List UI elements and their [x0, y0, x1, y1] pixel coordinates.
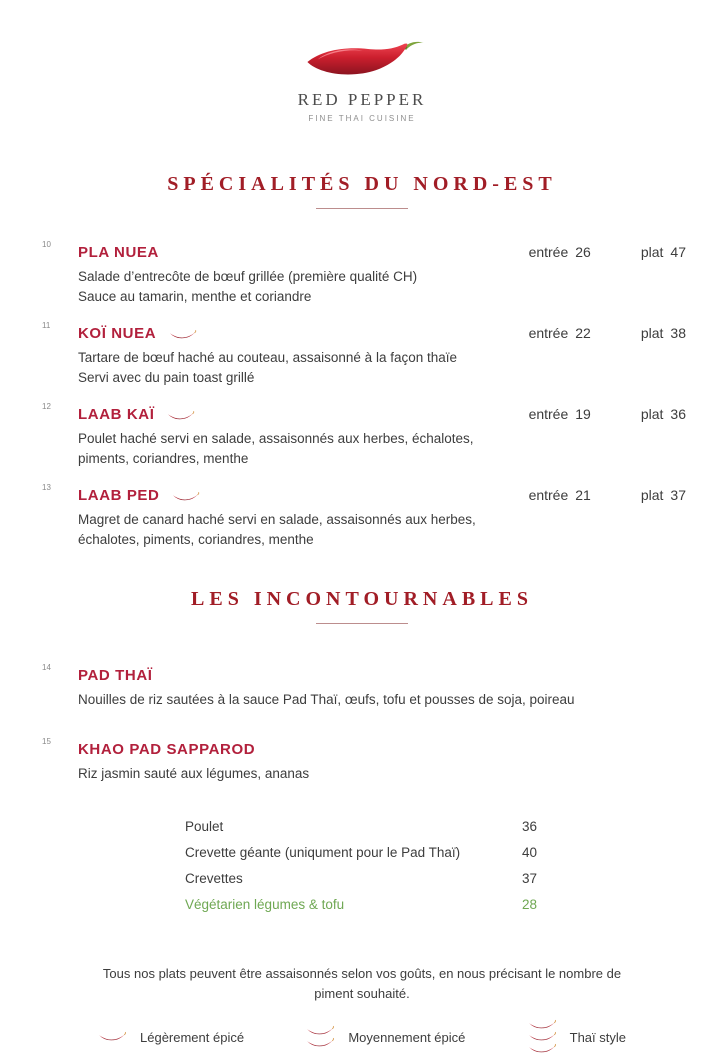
brand-tagline: FINE THAI CUISINE [308, 114, 416, 123]
dish-name: LAAB KAÏ [78, 406, 155, 423]
chili-spice-icon [169, 330, 196, 341]
protein-options-table [185, 814, 537, 918]
option-label: Poulet [185, 819, 224, 834]
option-price: 36 [521, 819, 537, 834]
desc-line: Riz jasmin sauté aux légumes, ananas [78, 766, 310, 781]
legend-item-thai [528, 1020, 626, 1055]
option-price: 28 [521, 897, 537, 912]
legend-item-medium [306, 1026, 465, 1049]
dish-description [78, 510, 686, 550]
entree-label: entrée [528, 406, 569, 422]
dish-name: KOÏ NUEA [78, 325, 157, 342]
option-row-crevettes [185, 866, 537, 892]
option-row-poulet [185, 814, 537, 840]
one-chili-icon [98, 1032, 126, 1043]
option-row-crevette-geante [185, 840, 537, 866]
two-chili-icon [306, 1026, 334, 1049]
entree-label: entrée [528, 325, 569, 341]
option-label: Crevettes [185, 871, 243, 886]
dish-list-specialites [42, 240, 686, 550]
dish-description [78, 429, 686, 469]
entree-label: entrée [528, 487, 569, 503]
section-title-incontournables: LES INCONTOURNABLES [191, 588, 533, 610]
option-price: 37 [521, 871, 537, 886]
entree-price: 21 [575, 487, 591, 503]
chili-pepper-logo-icon [296, 36, 428, 88]
dish-laab-ped [42, 483, 686, 550]
desc-line: Poulet haché servi en salade, assaisonnés aux herbes, échalotes, [78, 431, 474, 446]
option-price: 40 [521, 845, 537, 860]
legend-label: Thaï style [569, 1030, 626, 1045]
title-underline [316, 208, 408, 209]
plat-price: 37 [670, 487, 686, 503]
dish-prices [529, 406, 686, 422]
entree-label: entrée [528, 244, 569, 260]
legend-item-mild [98, 1030, 244, 1045]
dish-list-incontournables [42, 663, 686, 784]
desc-line: Tartare de bœuf haché au couteau, assaisonné à la façon thaïe [78, 350, 458, 365]
dish-khao-pad-sapparod [42, 737, 686, 784]
dish-number: 11 [42, 321, 51, 330]
dish-pad-thai [42, 663, 686, 710]
desc-line: Magret de canard haché servi en salade, assaisonnés aux herbes, [78, 512, 476, 527]
dish-name: PLA NUEA [78, 244, 159, 261]
dish-pla-nuea [42, 240, 686, 307]
dish-prices [529, 487, 686, 503]
dish-laab-kai [42, 402, 686, 469]
plat-label: plat [640, 325, 664, 341]
desc-line: piments, coriandres, menthe [78, 451, 249, 466]
option-label: Végétarien légumes & tofu [185, 897, 345, 912]
dish-number: 10 [42, 240, 51, 249]
desc-line: échalotes, piments, coriandres, menthe [78, 532, 314, 547]
dish-number: 14 [42, 663, 51, 672]
dish-prices [529, 244, 686, 260]
dish-description [78, 348, 686, 388]
desc-line: Nouilles de riz sautées à la sauce Pad Thaï, œufs, tofu et pousses de soja, poireau [78, 692, 575, 707]
dish-number: 15 [42, 737, 51, 746]
title-underline [316, 623, 408, 624]
chili-spice-icon [172, 492, 199, 503]
dish-description [78, 267, 686, 307]
dish-prices [529, 325, 686, 341]
brand-name: RED PEPPER [297, 90, 427, 109]
option-label: Crevette géante (uniqument pour le Pad Thaï) [185, 845, 461, 860]
plat-label: plat [640, 487, 664, 503]
dish-name: KHAO PAD SAPPAROD [78, 741, 256, 758]
note-line: Tous nos plats peuvent être assaisonnés selon vos goûts, en nous précisant le nombre de [102, 966, 622, 981]
spice-legend [98, 1020, 626, 1055]
dish-number: 13 [42, 483, 51, 492]
dish-number: 12 [42, 402, 51, 411]
plat-label: plat [640, 244, 664, 260]
plat-price: 38 [670, 325, 686, 341]
section-title-specialites: SPÉCIALITÉS DU NORD-EST [167, 173, 557, 195]
spice-note [0, 964, 724, 1004]
dish-name: PAD THAÏ [78, 667, 153, 684]
plat-price: 47 [670, 244, 686, 260]
desc-line: Sauce au tamarin, menthe et coriandre [78, 289, 312, 304]
desc-line: Salade d’entrecôte de bœuf grillée (première qualité CH) [78, 269, 418, 284]
restaurant-logo [0, 0, 724, 123]
dish-description [78, 764, 686, 784]
entree-price: 19 [575, 406, 591, 422]
note-line: piment souhaité. [314, 986, 410, 1001]
dish-name: LAAB PED [78, 487, 160, 504]
entree-price: 26 [575, 244, 591, 260]
plat-price: 36 [670, 406, 686, 422]
option-row-vegetarien [185, 892, 537, 918]
legend-label: Légèrement épicé [140, 1030, 245, 1045]
three-chili-icon [528, 1020, 556, 1055]
legend-label: Moyennement épicé [348, 1030, 466, 1045]
dish-description [78, 690, 686, 710]
plat-label: plat [640, 406, 664, 422]
desc-line: Servi avec du pain toast grillé [78, 370, 255, 385]
entree-price: 22 [575, 325, 591, 341]
dish-koi-nuea [42, 321, 686, 388]
chili-spice-icon [167, 411, 194, 422]
